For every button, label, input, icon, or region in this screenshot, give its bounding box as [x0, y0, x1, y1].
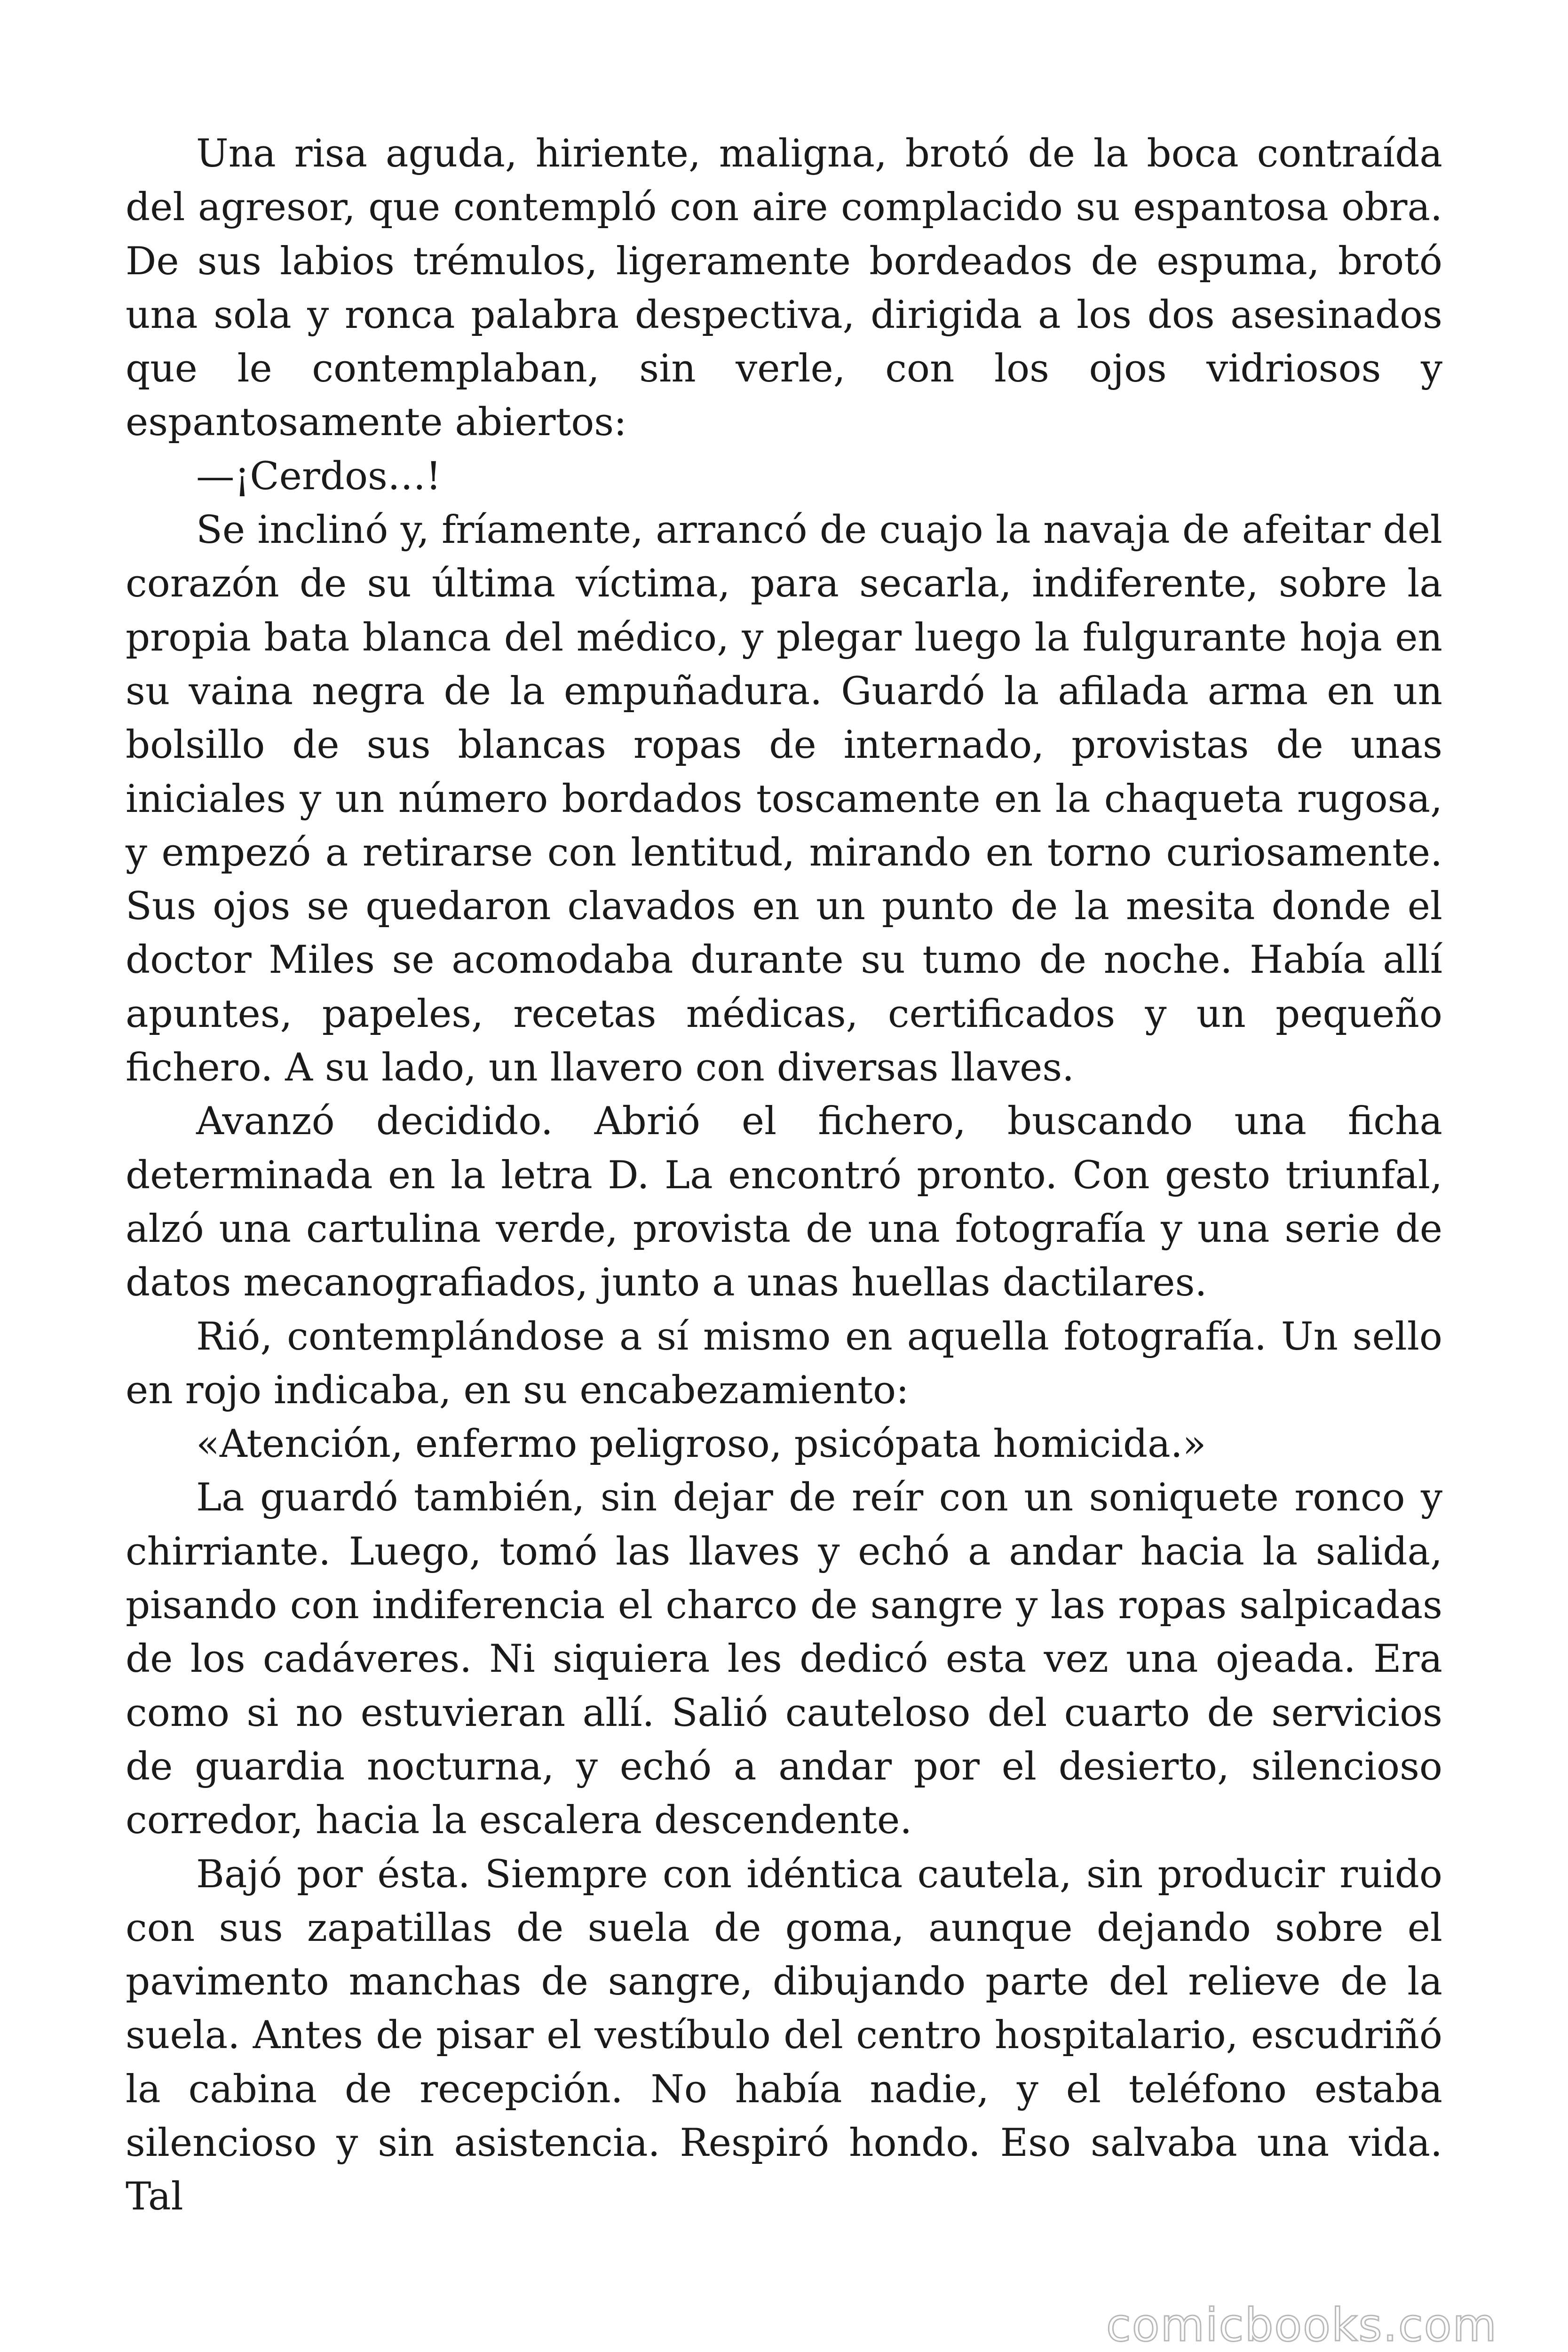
paragraph-7: La guardó también, sin dejar de reír con un soniquete ronco y chirriante. Luego, tomó las llaves y echó a andar hacia la salida, pisando con indiferencia el charco de sangre y las ropas salpicadas de los cadáveres. Ni siquiera les dedicó esta vez una ojeada. Era como si no estuvieran allí. Salió cauteloso del cuarto de servicios de guardia nocturna, y echó a andar por el desierto, silencioso corredor, hacia la escalera descendente.	[126, 1475, 1442, 1843]
paragraph-3: Se inclinó y, fríamente, arrancó de cuajo la navaja de afeitar del corazón de su última víctima, para secarla, indiferente, sobre la propia bata blanca del médico, y plegar luego la fulgurante hoja en su vaina negra de la empuñadura. Guardó la afilada arma en un bolsillo de sus blancas ropas de internado, provistas de unas iniciales y un número bordados toscamente en la chaqueta rugosa, y empezó a retirarse con lentitud, mirando en torno curiosamente. Sus ojos se quedaron clavados en un punto de la mesita donde el doctor Miles se acomodaba durante su tumo de noche. Había allí apuntes, papeles, recetas médicas, certificados y un pequeño fichero. A su lado, un llavero con diversas llaves.	[126, 508, 1442, 1090]
paragraph-8: Bajó por ésta. Siempre con idéntica cautela, sin producir ruido con sus zapatillas de suela de goma, aunque dejando sobre el pavimento manchas de sangre, dibujando parte del relieve de la suela. Antes de pisar el vestíbulo del centro hospitalario, escudriñó la cabina de recepción. No había nadie, y el teléfono estaba silencioso y sin asistencia. Respiró hondo. Eso salvaba una vida. Tal	[126, 1851, 1442, 2219]
paragraph-6: «Atención, enfermo peligroso, psicópata homicida.»	[196, 1422, 1206, 1467]
paragraph-5: Rió, contemplándose a sí mismo en aquella fotografía. Un sello en rojo indicaba, en su encabezamiento:	[126, 1314, 1442, 1413]
paragraph-4: Avanzó decidido. Abrió el fichero, buscando una ficha determinada en la letra D. La encontró pronto. Con gesto triunfal, alzó una cartulina verde, provista de una fotografía y una serie de datos mecanografiados, junto a unas huellas dactilares.	[126, 1099, 1442, 1305]
body-text	[126, 127, 1442, 2224]
paragraph-1: Una risa aguda, hiriente, maligna, brotó de la boca contraída del agresor, que contempló con aire complacido su espantosa obra. De sus labios trémulos, ligeramente bordeados de espuma, brotó una sola y ronca palabra despectiva, dirigida a los dos asesinados que le contemplaban, sin verle, con los ojos vidriosos y espantosamente abiertos:	[126, 131, 1442, 445]
paragraph-2: —¡Cerdos…!	[196, 453, 442, 499]
watermark: comicbooks.com	[1106, 2299, 1497, 2352]
